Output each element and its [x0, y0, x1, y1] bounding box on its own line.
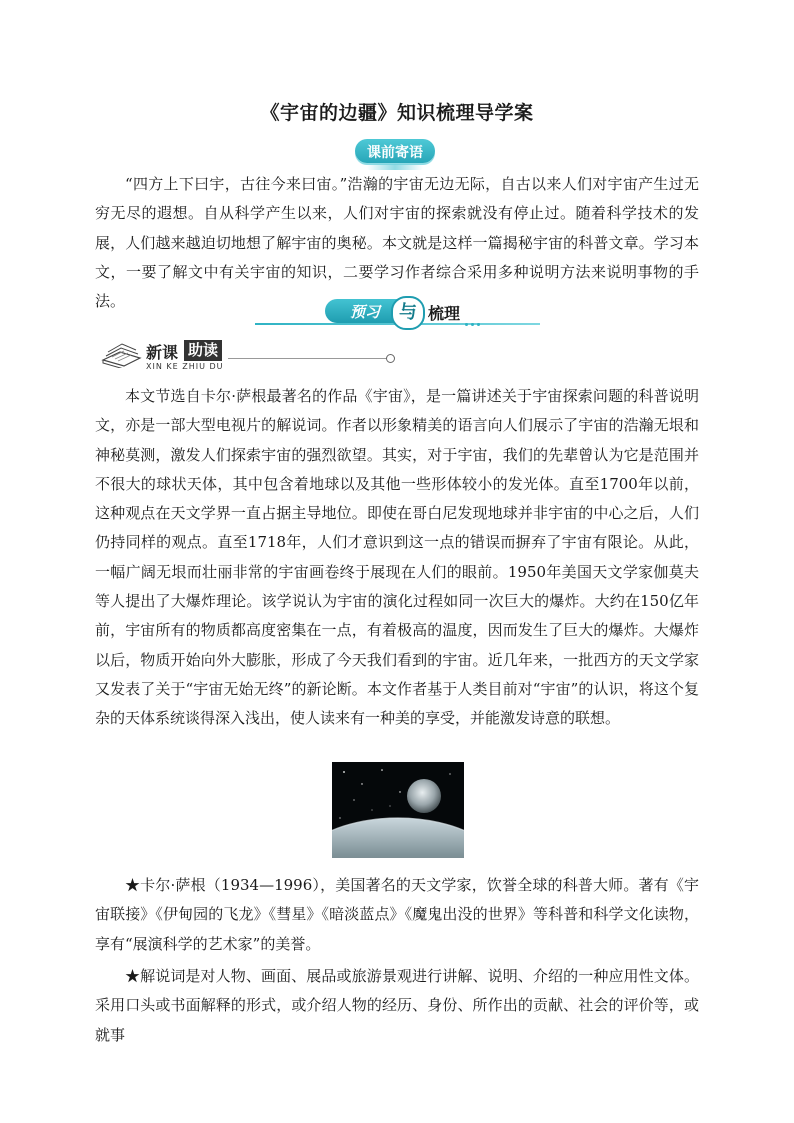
- badge-label: 课前寄语: [367, 145, 423, 161]
- subhead-rule: [228, 358, 388, 359]
- intro-reading-paragraph: 本文节选自卡尔·萨根最著名的作品《宇宙》，是一篇讲述关于宇宙探索问题的科普说明文，亦是一部大型电视片的解说词。作者以形象精美的语言向人们展示了宇宙的浩瀚无垠和神秘莫测，激发人们探索宇宙的强烈欲望。其实，对于宇宙，我们的先辈曾认为它是范围并不很大的球状天体，其中包含着地球以及其他一些形体较小的发光体。直至1700年以前，这种观点在天文学界一直占据主导地位。即使在哥白尼发现地球并非宇宙的中心之后，人们仍持同样的观点。直至1718年，人们才意识到这一点的错误而摒弃了宇宙有限论。从此，一幅广阔无垠而壮丽非常的宇宙画卷终于展现在人们的眼前。1950年美国天文学家伽莫夫等人提出了大爆炸理论。该学说认为宇宙的演化过程如同一次巨大的爆炸。大约在150亿年前，宇宙所有的物质都高度密集在一点，有着极高的温度，因而发生了巨大的爆炸。大爆炸以后，物质开始向外大膨胀，形成了今天我们看到的宇宙。近几年来，一批西方的天文学家又发表了关于“宇宙无始无终”的新论断。本文作者基于人类目前对“宇宙”的认识，将这个复杂的天体系统谈得深入浅出，使人读来有一种美的享受，并能激发诗意的联想。: [95, 387, 699, 728]
- genre-paragraph: ★解说词是对人物、画面、展品或旅游景观进行讲解、说明、介绍的一种应用性文体。采用口头或书面解释的形式，或介绍人物的经历、身份、所作出的贡献、社会的评价等，或就事: [95, 967, 699, 1044]
- author-paragraph: ★卡尔·萨根（1934—1996），美国著名的天文学家，饮誉全球的科普大师。著有《宇宙联接》《伊甸园的飞龙》《彗星》《暗淡蓝点》《魔鬼出没的世界》等科普和科学文化读物，享有“展演科学的艺术家”的美誉。: [95, 876, 699, 953]
- open-book-icon: [100, 338, 144, 368]
- dots-decoration: [465, 311, 483, 330]
- section-label-mid: 与: [391, 296, 425, 330]
- section-label-right: 梳理: [428, 304, 461, 323]
- section-header: [255, 296, 540, 330]
- subhead-label: 新课: [146, 343, 179, 362]
- intro-badge: [355, 136, 435, 168]
- intro-paragraph: “四方上下曰宇，古往今来曰宙。”浩瀚的宇宙无边无际，自古以来人们对宇宙产生过无穷无尽的遐想。自从科学产生以来，人们对宇宙的探索就没有停止过。随着科学技术的发展，人们越来越迫切地想了解宇宙的奥秘。本文就是这样一篇揭秘宇宙的科普文章。学习本文，一要了解文中有关宇宙的知识，二要学习作者综合采用多种说明方法来说明事物的手法。: [95, 175, 699, 311]
- subsection-header: [100, 338, 400, 374]
- section-label-left: 预习: [349, 303, 380, 321]
- subhead-label-boxed: 助读: [184, 340, 222, 361]
- subhead-pinyin: XIN KE ZHIU DU: [146, 362, 224, 371]
- page-title: 《宇宙的边疆》知识梳理导学案: [260, 102, 534, 124]
- space-planet-photo: [332, 762, 464, 858]
- subhead-rule-end: [386, 354, 395, 363]
